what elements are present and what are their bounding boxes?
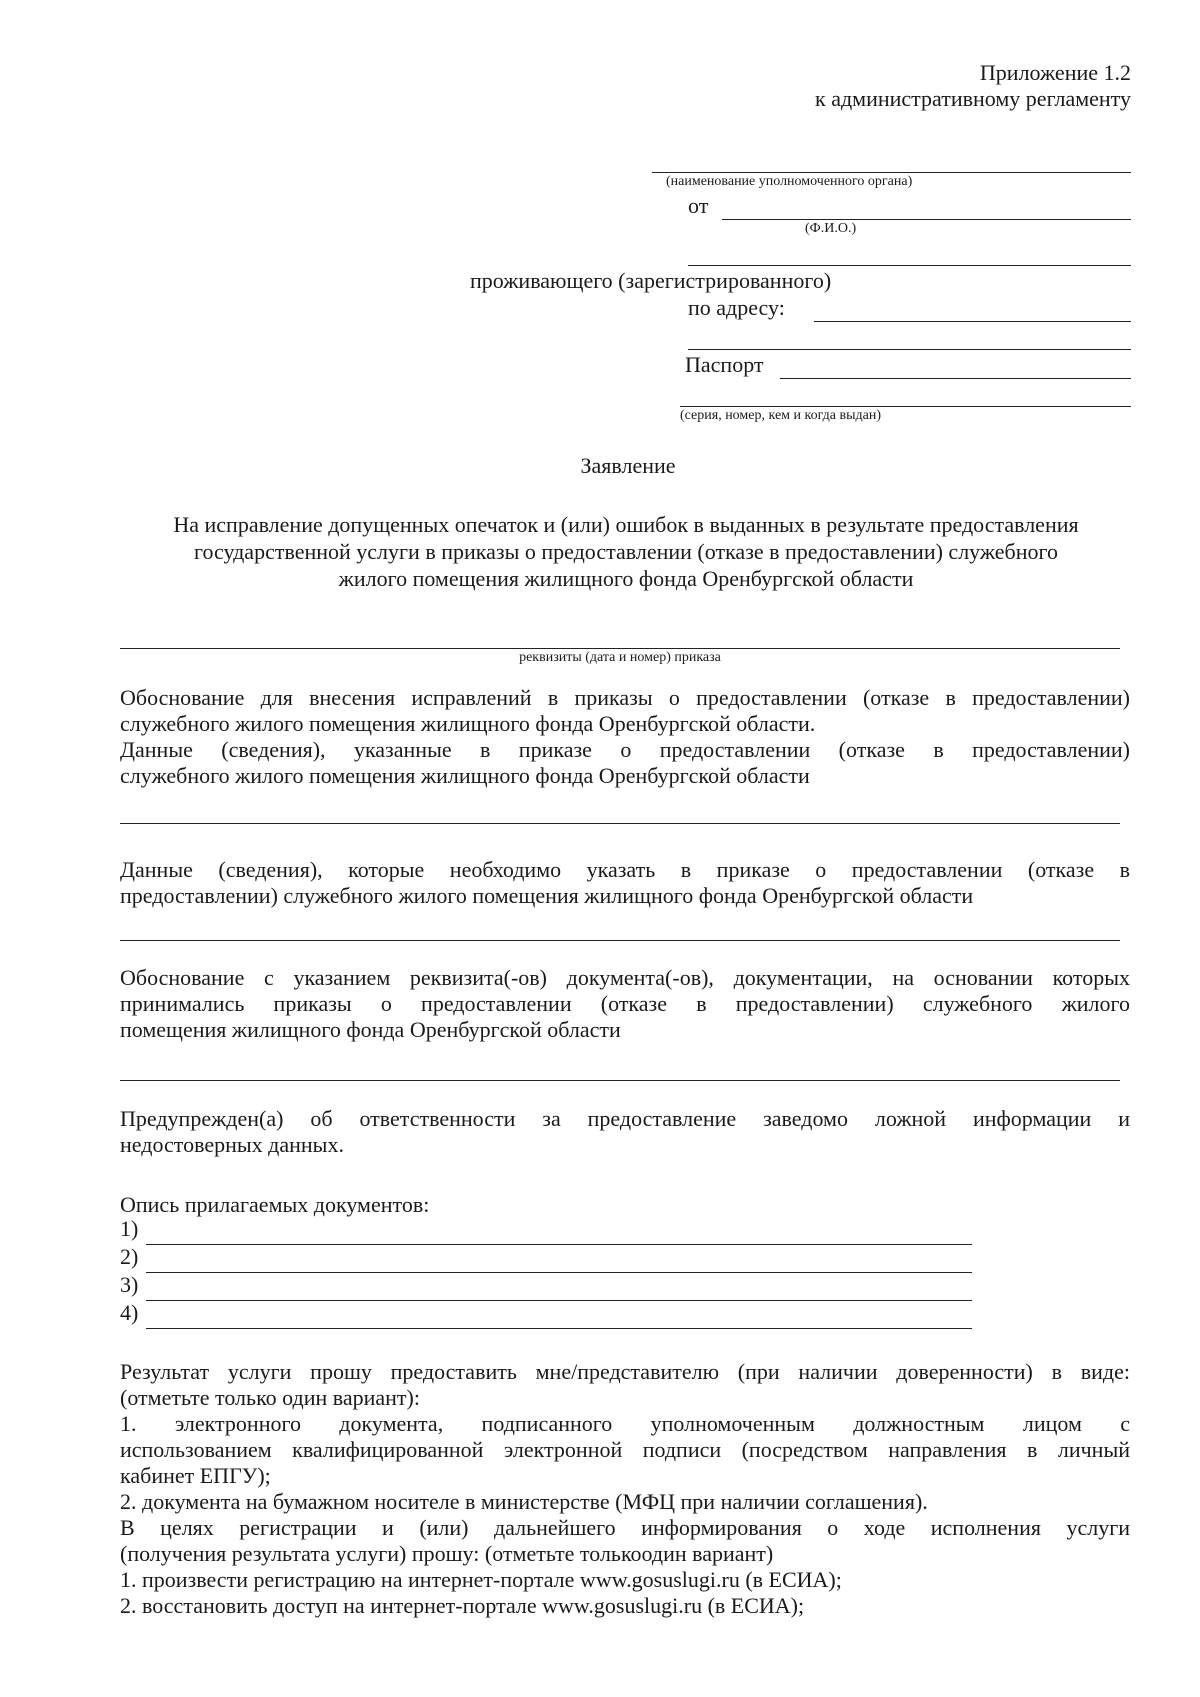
- address-line-2[interactable]: [688, 349, 1131, 350]
- fio-caption: (Ф.И.О.): [805, 221, 857, 236]
- data-needed-paragraph: [120, 857, 1130, 909]
- data-needed-line-1: Данные (сведения), которые необходимо указать в приказе о предоставлении (отказе в: [120, 857, 1130, 882]
- basis-line-2: служебного жилого помещения жилищного фонда Оренбургской области.: [120, 711, 816, 736]
- warning-paragraph: [120, 1106, 1130, 1158]
- residing-label: проживающего (зарегистрированного): [470, 268, 832, 293]
- result-option-1-line-2[interactable]: использованием квалифицированной электронной подписи (посредством направления в личный: [120, 1437, 1130, 1462]
- attachments-label: Опись прилагаемых документов:: [120, 1192, 430, 1217]
- attachment-number-3: 3): [120, 1272, 139, 1297]
- address-line[interactable]: [814, 321, 1131, 322]
- result-line-2: (отметьте только один вариант):: [120, 1385, 420, 1410]
- docs-basis-line-2: принимались приказы о предоставлении (отказе в предоставлении) служебного жилого: [120, 991, 1130, 1016]
- attachment-number-2: 2): [120, 1244, 139, 1269]
- appendix-number: Приложение 1.2: [979, 60, 1131, 85]
- from-label: от: [688, 193, 709, 218]
- docs-basis-line-1: Обоснование с указанием реквизита(-ов) документа(-ов), документации, на основании которых: [120, 965, 1130, 990]
- result-option-2[interactable]: 2. документа на бумажном носителе в министерстве (МФЦ при наличии соглашения).: [120, 1489, 928, 1514]
- organ-caption: (наименование уполномоченного органа): [666, 174, 913, 189]
- fio-line-2[interactable]: [688, 265, 1131, 266]
- registration-line-1: В целях регистрации и (или) дальнейшего информирования о ходе исполнения услуги: [120, 1515, 1130, 1540]
- passport-label: Паспорт: [685, 352, 764, 377]
- warning-line-1: Предупрежден(а) об ответственности за предоставление заведомо ложной информации и: [120, 1106, 1130, 1131]
- organ-name-line[interactable]: [652, 172, 1131, 173]
- order-requisites-line[interactable]: [120, 648, 1120, 649]
- attachment-line-4[interactable]: [146, 1328, 972, 1329]
- docs-basis-line[interactable]: [120, 1080, 1120, 1081]
- address-label: по адресу:: [688, 295, 785, 320]
- regulation-reference: к административному регламенту: [815, 86, 1131, 111]
- order-caption: реквизиты (дата и номер) приказа: [519, 650, 721, 665]
- attachment-line-1[interactable]: [146, 1244, 972, 1245]
- result-line-1: Результат услуги прошу предоставить мне/представителю (при наличии доверенности) в виде:: [120, 1359, 1130, 1384]
- passport-caption: (серия, номер, кем и когда выдан): [680, 408, 881, 423]
- passport-line[interactable]: [780, 378, 1131, 379]
- passport-line-2[interactable]: [680, 406, 1131, 407]
- result-option-1-line-1[interactable]: 1. электронного документа, подписанного уполномоченным должностным лицом с: [120, 1411, 1130, 1436]
- attachment-number-4: 4): [120, 1300, 139, 1325]
- document-title: Заявление: [580, 453, 676, 478]
- registration-option-1[interactable]: 1. произвести регистрацию на интернет-портале www.gosuslugi.ru (в ЕСИА);: [120, 1567, 842, 1592]
- warning-line-2: недостоверных данных.: [120, 1132, 344, 1157]
- registration-line-2: (получения результата услуги) прошу: (отметьте толькоодин вариант): [120, 1541, 774, 1566]
- docs-basis-paragraph: [120, 965, 1130, 1043]
- data-needed-line[interactable]: [120, 940, 1120, 941]
- subject-line-1: На исправление допущенных опечаток и (или) ошибок в выданных в результате предоставления: [173, 512, 1079, 537]
- result-paragraph: [120, 1359, 1130, 1619]
- data-in-order-line-1: Данные (сведения), указанные в приказе о предоставлении (отказе в предоставлении): [120, 737, 1130, 762]
- data-needed-line-2: предоставлении) служебного жилого помещения жилищного фонда Оренбургской области: [120, 883, 974, 908]
- fio-line[interactable]: [722, 219, 1131, 220]
- result-option-1-line-3[interactable]: кабинет ЕПГУ);: [120, 1463, 271, 1488]
- subject-line-2: государственной услуги в приказы о предоставлении (отказе в предоставлении) служебного: [194, 539, 1058, 564]
- attachment-line-2[interactable]: [146, 1272, 972, 1273]
- subject-line-3: жилого помещения жилищного фонда Оренбургской области: [338, 566, 914, 591]
- docs-basis-line-3: помещения жилищного фонда Оренбургской области: [120, 1017, 621, 1042]
- basis-line-1: Обоснование для внесения исправлений в приказы о предоставлении (отказе в предоставлении): [120, 685, 1130, 710]
- data-in-order-line[interactable]: [120, 823, 1120, 824]
- attachment-number-1: 1): [120, 1216, 139, 1241]
- registration-option-2[interactable]: 2. восстановить доступ на интернет-портале www.gosuslugi.ru (в ЕСИА);: [120, 1593, 805, 1618]
- data-in-order-line-2: служебного жилого помещения жилищного фонда Оренбургской области: [120, 763, 810, 788]
- attachment-line-3[interactable]: [146, 1300, 972, 1301]
- basis-paragraph: [120, 685, 1130, 789]
